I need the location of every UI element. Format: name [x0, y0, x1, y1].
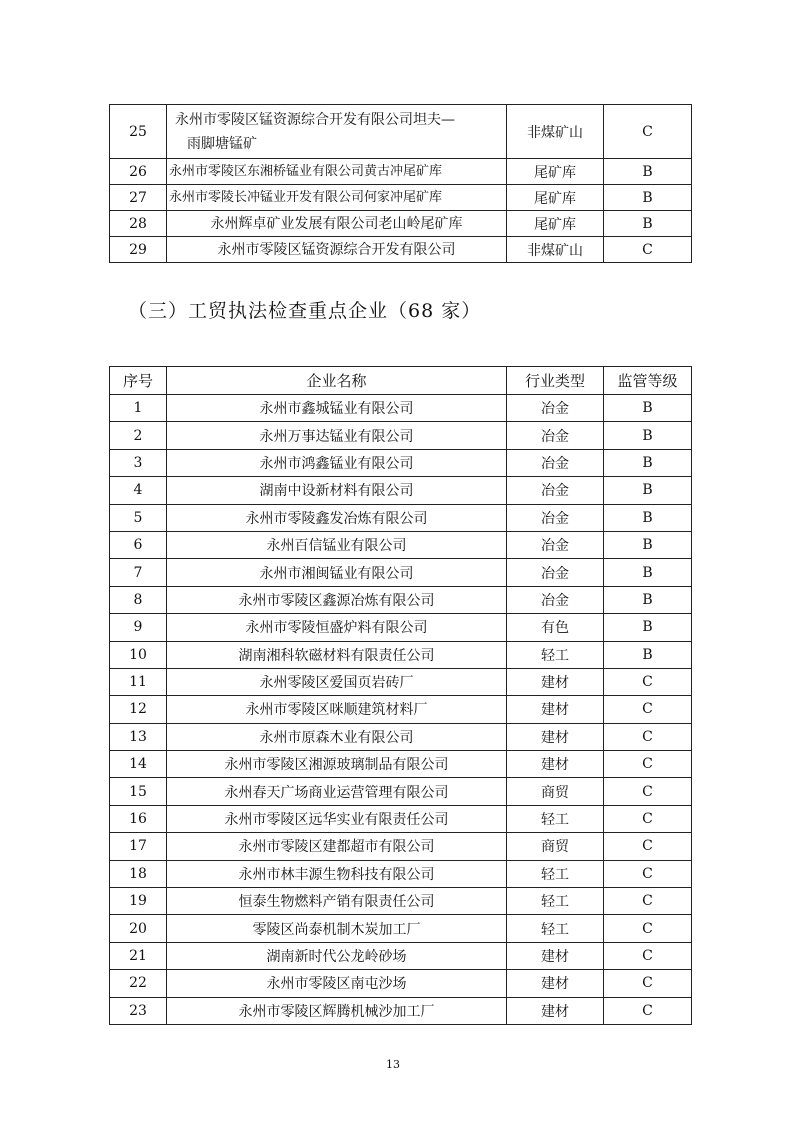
enterprise-name: 永州市零陵长冲锰业开发有限公司何家冲尾矿库 [167, 185, 507, 211]
row-number: 20 [110, 915, 167, 942]
table-row [110, 668, 692, 695]
industry-type: 轻工 [507, 805, 604, 832]
table-row [110, 211, 692, 237]
enterprise-name: 永州市零陵区远华实业有限责任公司 [167, 805, 507, 832]
table-row [110, 997, 692, 1024]
row-number: 11 [110, 668, 167, 695]
supervision-level: B [604, 504, 692, 531]
enterprise-name: 湖南湘科软磁材料有限责任公司 [167, 641, 507, 668]
table-row [110, 915, 692, 942]
enterprise-name: 永州市原森木业有限公司 [167, 723, 507, 750]
row-number: 16 [110, 805, 167, 832]
supervision-level: C [604, 860, 692, 887]
row-number: 21 [110, 942, 167, 969]
industry-type: 商贸 [507, 833, 604, 860]
supervision-level: B [604, 477, 692, 504]
enterprise-name-line: 雨脚塘锰矿 [187, 135, 257, 152]
industry-type: 轻工 [507, 860, 604, 887]
enterprise-name: 永州市零陵区辉腾机械沙加工厂 [167, 997, 507, 1024]
table-row [110, 805, 692, 832]
industry-type: 建材 [507, 723, 604, 750]
industry-type: 冶金 [507, 586, 604, 613]
industry-type: 轻工 [507, 641, 604, 668]
row-number: 10 [110, 641, 167, 668]
table-row [110, 860, 692, 887]
row-number: 1 [110, 395, 167, 422]
enterprise-name: 零陵区尚泰机制木炭加工厂 [167, 915, 507, 942]
industry-type: 建材 [507, 696, 604, 723]
industry-type: 尾矿库 [507, 185, 604, 211]
enterprise-name: 永州市零陵鑫发冶炼有限公司 [167, 504, 507, 531]
table-row [110, 751, 692, 778]
table-row [110, 614, 692, 641]
row-number: 2 [110, 422, 167, 449]
supervision-level: C [604, 888, 692, 915]
table-row [110, 942, 692, 969]
industry-type: 冶金 [507, 449, 604, 476]
row-number: 17 [110, 833, 167, 860]
enterprise-name: 永州市零陵区东湘桥锰业有限公司黄古冲尾矿库 [167, 159, 507, 185]
table-row [110, 185, 692, 211]
table-row [110, 237, 692, 263]
enterprise-name: 永州市零陵恒盛炉料有限公司 [167, 614, 507, 641]
table-row [110, 422, 692, 449]
industry-type: 冶金 [507, 477, 604, 504]
industry-type: 有色 [507, 614, 604, 641]
industry-type: 建材 [507, 970, 604, 997]
supervision-level: C [604, 997, 692, 1024]
row-number: 8 [110, 586, 167, 613]
row-number: 7 [110, 559, 167, 586]
section-heading: （三）工贸执法检查重点企业（68 家） [128, 300, 482, 322]
supervision-level: C [604, 751, 692, 778]
supervision-level: B [604, 395, 692, 422]
supervision-level: C [604, 805, 692, 832]
industry-type: 冶金 [507, 395, 604, 422]
enterprise-name [167, 105, 507, 159]
enterprise-name-line: 永州市零陵区锰资源综合开发有限公司坦夫— [175, 111, 455, 128]
industry-type: 冶金 [507, 422, 604, 449]
table-row [110, 723, 692, 750]
industry-type: 建材 [507, 997, 604, 1024]
table-row [110, 105, 692, 159]
industry-type: 尾矿库 [507, 159, 604, 185]
enterprise-name: 永州市零陵区咪顺建筑材料厂 [167, 696, 507, 723]
table-row [110, 449, 692, 476]
row-number: 14 [110, 751, 167, 778]
row-number: 26 [110, 159, 167, 185]
header-enterprise-name: 企业名称 [167, 367, 507, 395]
table-row [110, 778, 692, 805]
supervision-level: C [604, 668, 692, 695]
row-number: 27 [110, 185, 167, 211]
table-row [110, 970, 692, 997]
table-row [110, 888, 692, 915]
row-number: 12 [110, 696, 167, 723]
enterprise-name: 永州市林丰源生物科技有限公司 [167, 860, 507, 887]
industry-type: 建材 [507, 668, 604, 695]
enterprise-name: 永州零陵区爱国页岩砖厂 [167, 668, 507, 695]
supervision-level: C [604, 723, 692, 750]
table-header-row [110, 367, 692, 395]
enterprise-table-body [110, 395, 692, 1025]
enterprise-name: 永州万事达锰业有限公司 [167, 422, 507, 449]
supervision-level: B [604, 211, 692, 237]
enterprise-name: 永州辉卓矿业发展有限公司老山岭尾矿库 [167, 211, 507, 237]
industry-type: 建材 [507, 751, 604, 778]
enterprise-name: 湖南新时代公龙岭砂场 [167, 942, 507, 969]
table-row [110, 696, 692, 723]
supervision-level: C [604, 833, 692, 860]
supervision-level: B [604, 422, 692, 449]
row-number: 4 [110, 477, 167, 504]
header-supervision-level: 监管等级 [604, 367, 692, 395]
table-row [110, 159, 692, 185]
enterprise-name: 永州春天广场商业运营管理有限公司 [167, 778, 507, 805]
row-number: 25 [110, 105, 167, 159]
industry-type: 冶金 [507, 559, 604, 586]
enterprise-name: 永州市零陵区鑫源冶炼有限公司 [167, 586, 507, 613]
row-number: 22 [110, 970, 167, 997]
supervision-level: C [604, 942, 692, 969]
industry-type: 轻工 [507, 915, 604, 942]
industry-type: 非煤矿山 [507, 237, 604, 263]
supervision-level: C [604, 696, 692, 723]
supervision-level: C [604, 778, 692, 805]
row-number: 6 [110, 531, 167, 558]
industry-type: 冶金 [507, 504, 604, 531]
supervision-level: B [604, 449, 692, 476]
supervision-level: B [604, 641, 692, 668]
row-number: 15 [110, 778, 167, 805]
header-industry-type: 行业类型 [507, 367, 604, 395]
supervision-level: C [604, 915, 692, 942]
row-number: 19 [110, 888, 167, 915]
page-number: 13 [386, 1058, 400, 1071]
industry-type: 轻工 [507, 888, 604, 915]
supervision-level: B [604, 531, 692, 558]
table-row [110, 641, 692, 668]
row-number: 23 [110, 997, 167, 1024]
supervision-level: C [604, 970, 692, 997]
table-row [110, 586, 692, 613]
row-number: 29 [110, 237, 167, 263]
industry-type: 商贸 [507, 778, 604, 805]
row-number: 28 [110, 211, 167, 237]
table-row [110, 477, 692, 504]
row-number: 18 [110, 860, 167, 887]
table-row [110, 559, 692, 586]
enterprise-name: 永州市零陵区湘源玻璃制品有限公司 [167, 751, 507, 778]
enterprise-name: 湖南中设新材料有限公司 [167, 477, 507, 504]
enterprise-name: 永州市鸿鑫锰业有限公司 [167, 449, 507, 476]
top-enterprise-table [109, 104, 692, 263]
enterprise-name: 永州市鑫城锰业有限公司 [167, 395, 507, 422]
enterprise-name: 永州百信锰业有限公司 [167, 531, 507, 558]
enterprise-name: 永州市零陵区锰资源综合开发有限公司 [167, 237, 507, 263]
row-number: 5 [110, 504, 167, 531]
supervision-level: B [604, 614, 692, 641]
supervision-level: C [604, 237, 692, 263]
table-row [110, 833, 692, 860]
enterprise-table [109, 366, 692, 1025]
supervision-level: B [604, 159, 692, 185]
industry-type: 尾矿库 [507, 211, 604, 237]
industry-type: 非煤矿山 [507, 105, 604, 159]
header-number: 序号 [110, 367, 167, 395]
row-number: 3 [110, 449, 167, 476]
industry-type: 建材 [507, 942, 604, 969]
supervision-level: B [604, 586, 692, 613]
supervision-level: C [604, 105, 692, 159]
enterprise-name: 永州市湘闽锰业有限公司 [167, 559, 507, 586]
table-row [110, 395, 692, 422]
enterprise-name: 永州市零陵区建都超市有限公司 [167, 833, 507, 860]
row-number: 13 [110, 723, 167, 750]
table-row [110, 531, 692, 558]
industry-type: 冶金 [507, 531, 604, 558]
enterprise-name: 恒泰生物燃料产销有限责任公司 [167, 888, 507, 915]
supervision-level: B [604, 185, 692, 211]
supervision-level: B [604, 559, 692, 586]
enterprise-name: 永州市零陵区南屯沙场 [167, 970, 507, 997]
table-row [110, 504, 692, 531]
row-number: 9 [110, 614, 167, 641]
